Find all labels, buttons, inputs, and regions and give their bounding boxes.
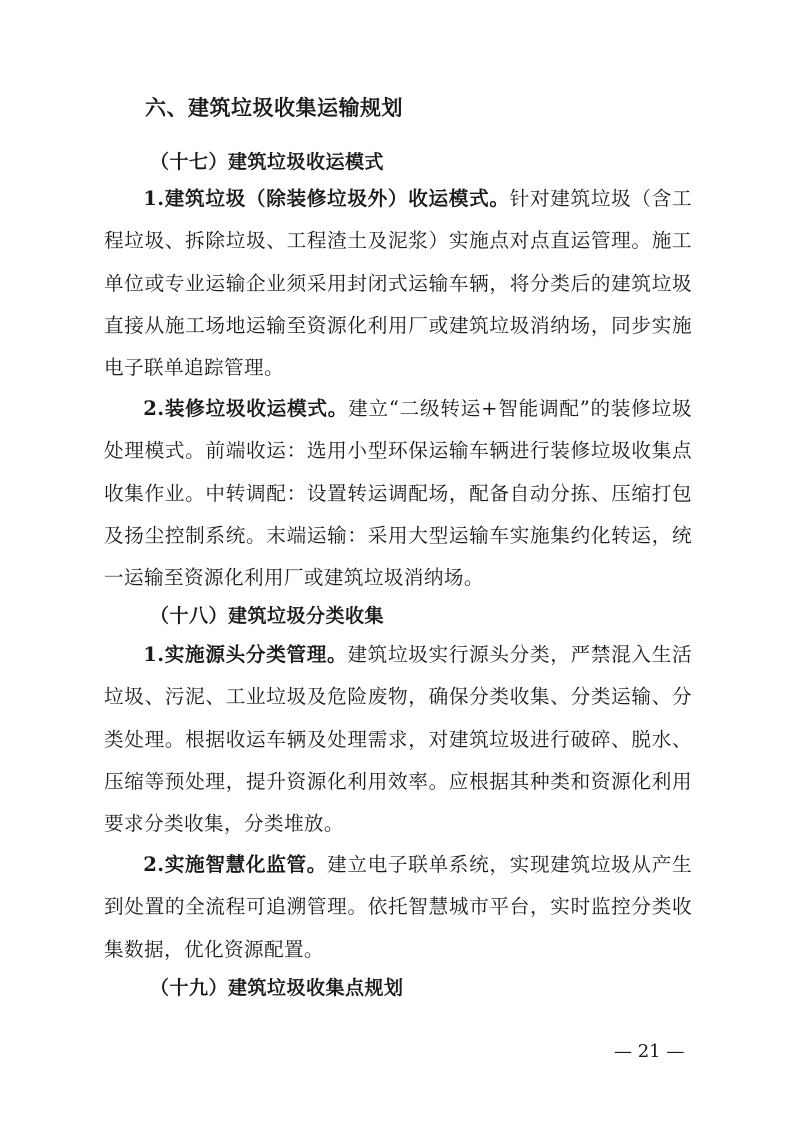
chapter-heading: 六、建筑垃圾收集运输规划 [145, 96, 403, 120]
paragraph-lead: 2.装修垃圾收运模式。 [143, 397, 349, 420]
paragraph-smart-supervision [104, 844, 692, 971]
paragraph-lead: 2.实施智慧化监管。 [143, 853, 328, 876]
paragraph-body: 针对建筑垃圾（含工程垃圾、拆除垃圾、工程渣土及泥浆）实施点对点直运管理。施工单位或专业运输企业须采用封闭式运输车辆，将分类后的建筑垃圾直接从施工场地运输至资源化利用厂或建筑垃圾消纳场，同步实施电子联单追踪管理。 [104, 187, 692, 380]
paragraph-body: 建立“二级转运+智能调配”的装修垃圾处理模式。前端收运：选用小型环保运输车辆进行装修垃圾收集点收集作业。中转调配：设置转运调配场，配备自动分拣、压缩打包及扬尘控制系统。末端运输：采用大型运输车实施集约化转运，统一运输至资源化利用厂或建筑垃圾消纳场。 [104, 397, 692, 590]
section-heading-19: （十九）建筑垃圾收集点规划 [150, 977, 404, 999]
paragraph-collection-mode-decoration [104, 388, 692, 599]
paragraph-collection-mode-construction [104, 178, 692, 389]
page-number: — 21 — [614, 1041, 685, 1062]
paragraph-body: 建筑垃圾实行源头分类，严禁混入生活垃圾、污泥、工业垃圾及危险废物，确保分类收集、分类运输、分类处理。根据收运车辆及处理需求，对建筑垃圾进行破碎、脱水、压缩等预处理，提升资源化利用效率。应根据其种类和资源化利用要求分类收集，分类堆放。 [104, 643, 692, 836]
paragraph-lead: 1.实施源头分类管理。 [143, 643, 348, 666]
section-heading-17: （十七）建筑垃圾收运模式 [150, 151, 385, 173]
paragraph-body: 建立电子联单系统，实现建筑垃圾从产生到处置的全流程可追溯管理。依托智慧城市平台，实时监控分类收集数据，优化资源配置。 [104, 853, 692, 961]
paragraph-lead: 1.建筑垃圾（除装修垃圾外）收运模式。 [143, 187, 510, 210]
paragraph-source-sorting [104, 634, 692, 845]
section-heading-18: （十八）建筑垃圾分类收集 [150, 605, 385, 627]
